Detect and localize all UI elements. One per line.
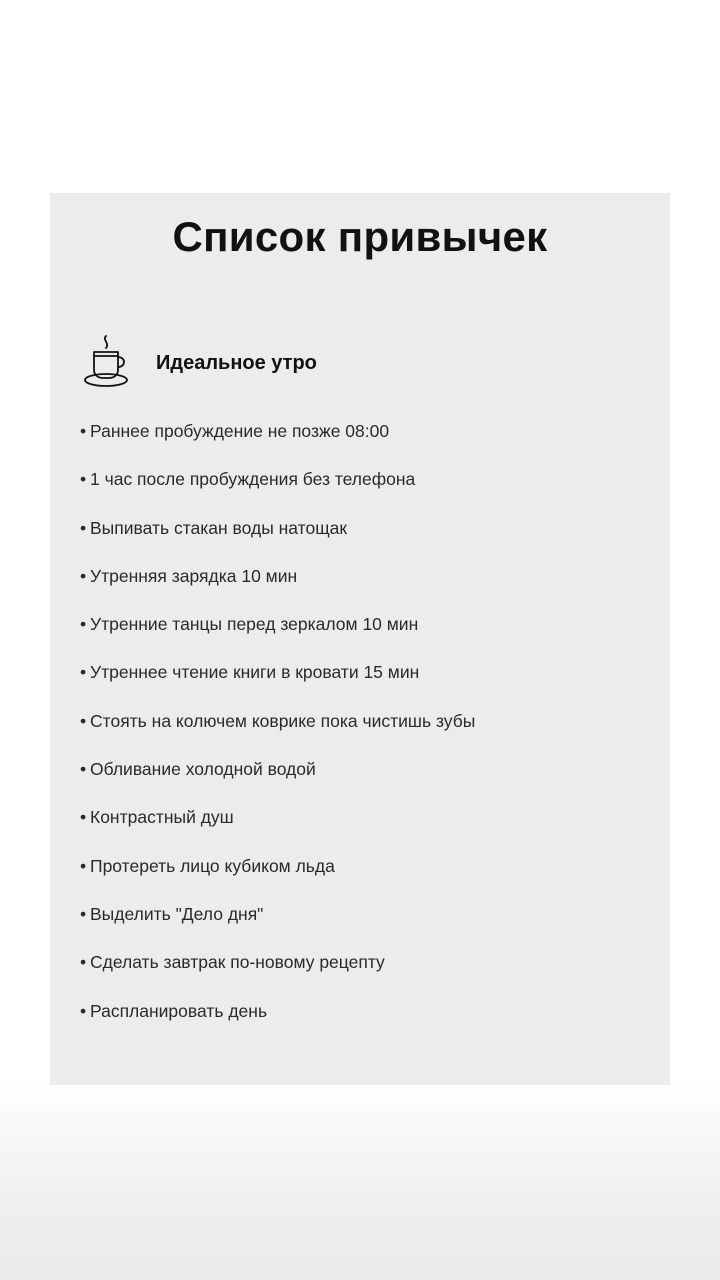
bullet: • — [80, 855, 87, 876]
habit-list — [80, 421, 475, 1049]
list-item — [80, 759, 475, 807]
list-item-label: Утреннее чтение книги в кровати 15 мин — [90, 662, 420, 683]
list-item — [80, 566, 475, 614]
bullet: • — [80, 565, 87, 586]
list-item-label: Стоять на колючем коврике пока чистишь зубы — [90, 710, 476, 731]
bullet: • — [80, 517, 87, 538]
list-item-label: Утренние танцы перед зеркалом 10 мин — [90, 614, 419, 635]
list-item-label: Распланировать день — [90, 1000, 268, 1021]
bullet: • — [80, 903, 87, 924]
list-item — [80, 807, 475, 855]
list-item-label: Обливание холодной водой — [90, 759, 316, 780]
bullet: • — [80, 759, 87, 780]
section-header — [82, 333, 317, 393]
list-item-label: Раннее пробуждение не позже 08:00 — [90, 421, 390, 441]
list-item-label: Выпивать стакан воды натощак — [90, 517, 347, 538]
list-item — [80, 421, 475, 469]
bullet: • — [80, 710, 87, 731]
bullet: • — [80, 807, 87, 828]
list-item-label: Утренняя зарядка 10 мин — [90, 565, 298, 586]
list-item — [80, 469, 475, 517]
list-item — [80, 856, 475, 904]
bullet: • — [80, 614, 87, 635]
list-item — [80, 711, 475, 759]
list-item — [80, 662, 475, 710]
bullet: • — [80, 469, 87, 490]
list-item — [80, 614, 475, 662]
bullet: • — [80, 1000, 87, 1021]
section-title: Идеальное утро — [156, 351, 317, 374]
coffee-cup-icon — [82, 334, 132, 392]
list-item — [80, 904, 475, 952]
bottom-fade — [0, 1080, 720, 1280]
page-title: Список привычек — [172, 213, 548, 260]
list-item — [80, 952, 475, 1000]
list-item — [80, 1001, 475, 1049]
list-item-label: Выделить "Дело дня" — [90, 903, 264, 924]
list-item-label: 1 час после пробуждения без телефона — [90, 469, 416, 490]
list-item-label: Контрастный душ — [90, 807, 234, 828]
bullet: • — [80, 662, 87, 683]
list-item-label: Протереть лицо кубиком льда — [90, 855, 335, 876]
bullet: • — [80, 421, 87, 441]
habit-list-card — [50, 193, 670, 1085]
bullet: • — [80, 952, 87, 973]
list-item-label: Сделать завтрак по-новому рецепту — [90, 952, 385, 973]
list-item — [80, 518, 475, 566]
